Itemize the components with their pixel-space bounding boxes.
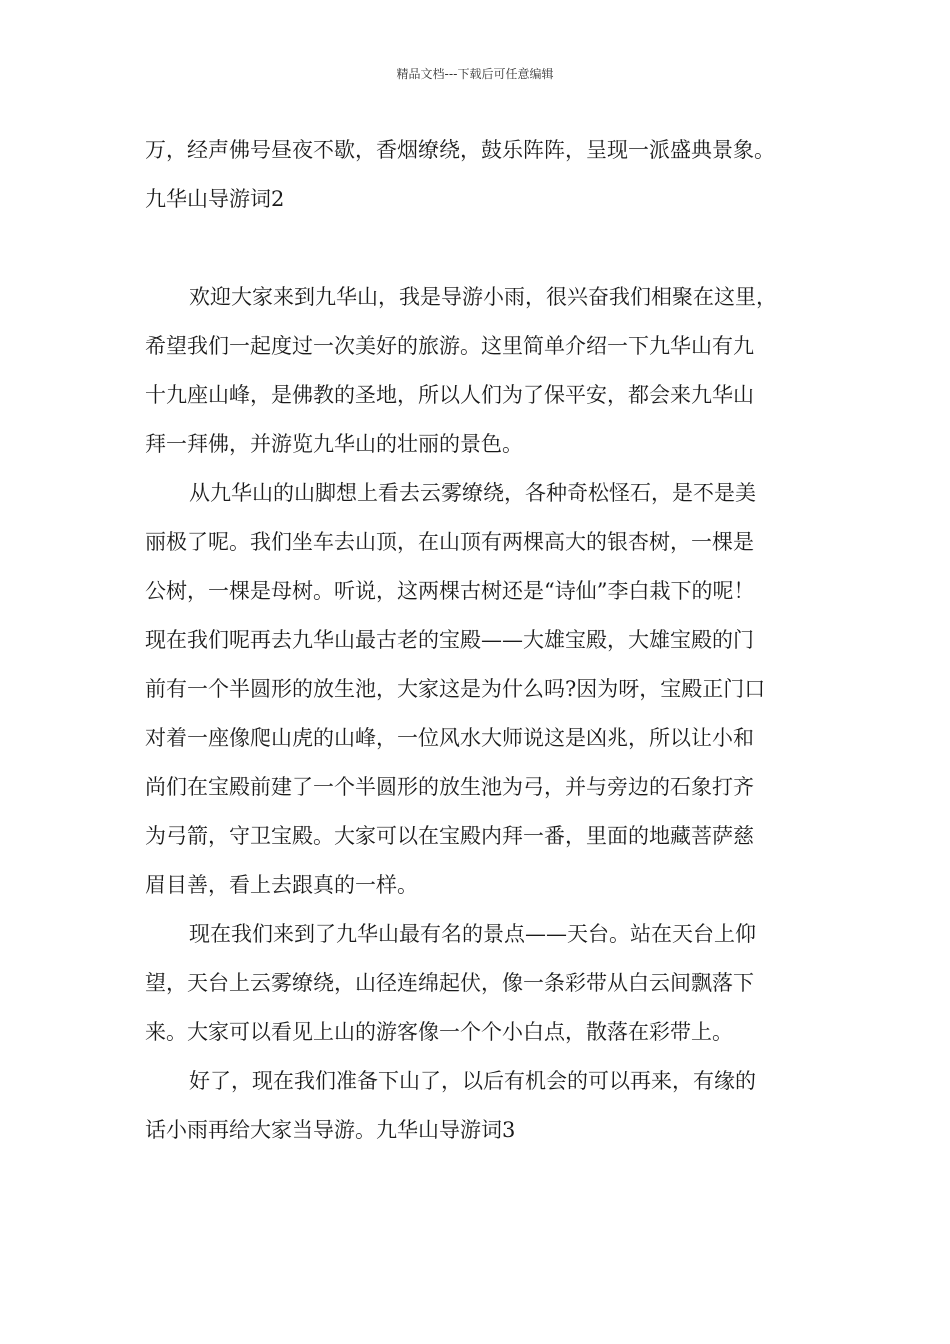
document-body [145, 132, 810, 1161]
paragraph-line: 眉目善，看上去跟真的一样。 [145, 873, 418, 897]
paragraph-line: 现在我们呢再去九华山最古老的宝殿——大雄宝殿，大雄宝殿的门 [145, 628, 754, 652]
paragraph-line: 拜一拜佛，并游览九华山的壮丽的景色。 [145, 432, 523, 456]
paragraph-line: 对着一座像爬山虎的山峰，一位风水大师说这是凶兆，所以让小和 [145, 726, 754, 750]
paragraph-line: 欢迎大家来到九华山，我是导游小雨，很兴奋我们相聚在这里， [189, 285, 777, 309]
paragraph-1 [145, 279, 810, 462]
paragraph-line: 尚们在宝殿前建了一个半圆形的放生池为弓，并与旁边的石象打齐 [145, 775, 754, 799]
paragraph-line: 现在我们来到了九华山最有名的景点——天台。站在天台上仰 [189, 922, 756, 946]
paragraph-line: 十九座山峰，是佛教的圣地，所以人们为了保平安，都会来九华山 [145, 383, 754, 407]
paragraph-line: 前有一个半圆形的放生池，大家这是为什么吗?因为呀，宝殿正门口 [145, 677, 766, 701]
paragraph-line: 好了，现在我们准备下山了，以后有机会的可以再来，有缘的 [189, 1069, 756, 1093]
paragraph-4 [145, 1063, 810, 1148]
blank-line [145, 230, 810, 279]
paragraph-line: 丽极了呢。我们坐车去山顶，在山顶有两棵高大的银杏树，一棵是 [145, 530, 754, 554]
paragraph-line: 公树，一棵是母树。听说，这两棵古树还是“诗仙”李白栽下的呢！ [145, 579, 755, 603]
paragraph-2 [145, 475, 810, 903]
paragraph-3 [145, 916, 810, 1050]
paragraph-line: 话小雨再给大家当导游。九华山导游词3 [145, 1118, 516, 1142]
paragraph-line: 来。大家可以看见上山的游客像一个个小白点，散落在彩带上。 [145, 1020, 733, 1044]
paragraph-line: 从九华山的山脚想上看去云雾缭绕，各种奇松怪石，是不是美 [189, 481, 756, 505]
paragraph-line: 希望我们一起度过一次美好的旅游。这里简单介绍一下九华山有九 [145, 334, 754, 358]
paragraph-line: 望，天台上云雾缭绕，山径连绵起伏，像一条彩带从白云间飘落下 [145, 971, 754, 995]
continuation-line: 万，经声佛号昼夜不歇，香烟缭绕，鼓乐阵阵，呈现一派盛典景象。 [145, 138, 775, 162]
section-title: 九华山导游词2 [145, 187, 285, 211]
paragraph-line: 为弓箭，守卫宝殿。大家可以在宝殿内拜一番，里面的地藏菩萨慈 [145, 824, 754, 848]
page-header: 精品文档---下载后可任意编辑 [396, 67, 554, 81]
